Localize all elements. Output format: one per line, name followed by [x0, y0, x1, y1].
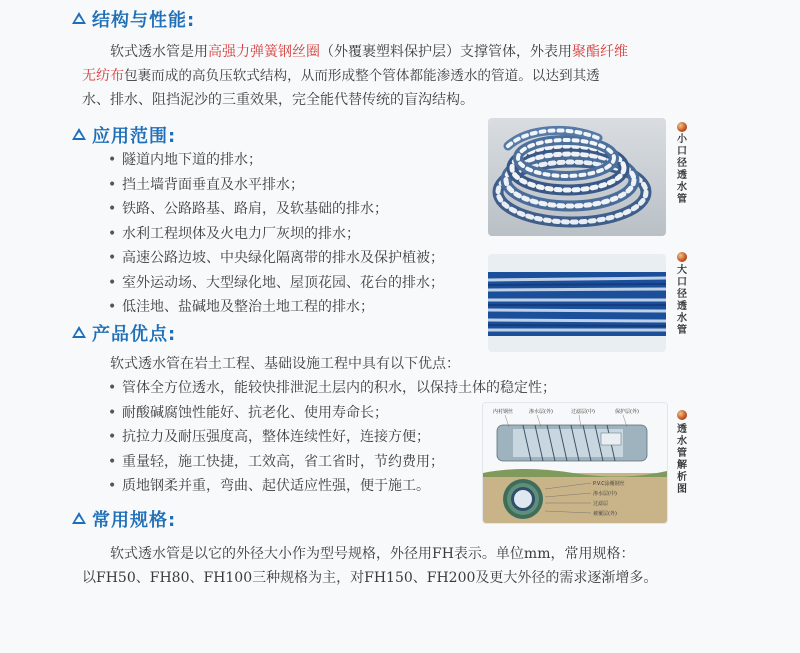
large-pipe-label: 大口径透水管	[677, 265, 687, 336]
diagram-tag: 渗水层(中)	[593, 491, 617, 497]
highlight-text: 高强力弹簧钢丝圈	[208, 44, 320, 60]
orange-dot-icon	[677, 252, 687, 262]
section-heading-structure	[72, 6, 195, 32]
orange-dot-icon	[677, 410, 687, 420]
section-title: 结构与性能:	[92, 10, 196, 31]
list-item: • 管体全方位透水，能较快排泄泥土层内的积水，以保持土体的稳定性；	[108, 376, 556, 401]
application-list	[108, 148, 444, 320]
triangle-icon	[72, 512, 86, 524]
diagram-label: 透水管解析图	[677, 424, 687, 495]
specs-paragraph	[82, 542, 722, 590]
list-item: • 室外运动场、大型绿化地、屋顶花园、花台的排水；	[108, 271, 444, 296]
list-item: • 耐酸碱腐蚀性能好、抗老化、使用寿命长；	[108, 401, 556, 426]
triangle-icon	[72, 128, 86, 140]
list-item: • 水利工程坝体及火电力厂灰坝的排水；	[108, 222, 444, 247]
list-item: • 高速公路边坡、中央绿化隔离带的排水及保护植被；	[108, 246, 444, 271]
list-item: • 质地钢柔并重，弯曲、起伏适应性强，便于施工。	[108, 474, 556, 499]
section-title: 应用范围:	[92, 126, 177, 147]
small-pipe-photo	[488, 118, 666, 236]
diagram-tag: 渗水层(外)	[529, 409, 553, 415]
text-run: 水、排水、阻挡泥沙的三重效果，完全能代替传统的盲沟结构。	[82, 92, 474, 108]
diagram-tag: 过滤层(中)	[571, 409, 595, 415]
list-item: • 挡土墙背面垂直及水平排水；	[108, 173, 444, 198]
section-title: 产品优点:	[92, 324, 177, 345]
large-pipe-photo	[488, 254, 666, 352]
text-run: （外覆裹塑料保护层）支撑管体，外表用	[320, 44, 572, 60]
text-run: 软式透水管是用	[110, 44, 208, 60]
triangle-icon	[72, 326, 86, 338]
list-item: • 铁路、公路路基、路肩，及软基础的排水；	[108, 197, 444, 222]
pipe-diagram	[482, 402, 668, 524]
section-heading-application	[72, 122, 176, 148]
list-item: • 隧道内地下道的排水；	[108, 148, 444, 173]
structure-paragraph	[82, 40, 702, 112]
list-item: • 抗拉力及耐压强度高，整体连续性好，连接方便；	[108, 425, 556, 450]
advantages-intro: 软式透水管在岩土工程、基础设施工程中具有以下优点：	[110, 356, 460, 372]
text-run: 包裹而成的高负压软式结构，从而形成整个管体都能渗透水的管道。以达到其透	[124, 68, 600, 84]
specs-line-2: 以FH50、FH80、FH100三种规格为主，对FH150、FH200及更大外径的需求逐渐增多。	[82, 570, 658, 586]
diagram-tag: 内衬钢丝	[493, 409, 514, 415]
section-heading-advantages	[72, 320, 176, 346]
triangle-icon	[72, 12, 86, 24]
orange-dot-icon	[677, 122, 687, 132]
diagram-tag: 过滤层	[593, 501, 609, 507]
section-heading-specs	[72, 506, 176, 532]
small-pipe-label: 小口径透水管	[677, 134, 687, 205]
specs-line-1: 软式透水管是以它的外径大小作为型号规格，外径用FH表示。单位mm，常用规格：	[110, 546, 635, 562]
highlight-text: 无纺布	[82, 68, 124, 84]
diagram-tag: 保护层(外)	[615, 409, 639, 415]
list-item: • 重量轻，施工快捷，工效高，省工省时，节约费用；	[108, 450, 556, 475]
diagram-tag: P.V.C涂覆钢丝	[593, 481, 625, 487]
section-title: 常用规格:	[92, 510, 177, 531]
list-item: • 低洼地、盐碱地及整治土地工程的排水；	[108, 295, 444, 320]
highlight-text: 聚酯纤维	[572, 44, 628, 60]
diagram-tag: 被覆层(外)	[593, 511, 617, 517]
